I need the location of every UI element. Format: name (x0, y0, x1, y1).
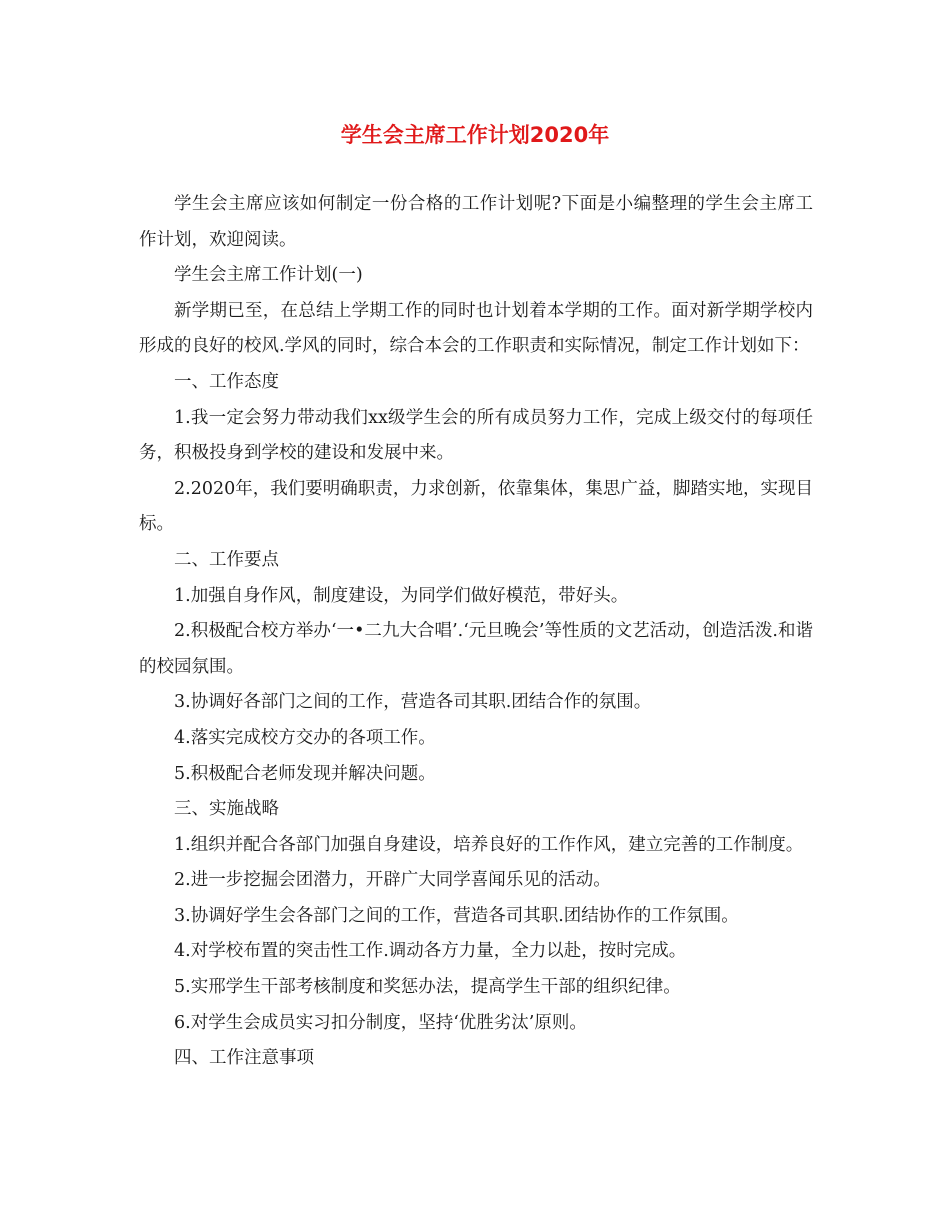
list-item: 1.加强自身作风，制度建设，为同学们做好模范，带好头。 (174, 585, 629, 606)
list-item: 5.实邢学生干部考核制度和奖惩办法，提高学生干部的组织纪律。 (174, 977, 681, 998)
list-item: 3.协调好各部门之间的工作，营造各司其职.团结合作的氛围。 (174, 692, 652, 713)
document-title: 学生会主席工作计划2020年 (340, 123, 610, 147)
document-body (139, 187, 813, 1077)
section-heading-strategy: 三、实施战略 (174, 799, 279, 820)
list-item: 5.积极配合老师发现并解决问题。 (174, 763, 436, 784)
section-heading-attitude: 一、工作态度 (174, 371, 279, 392)
list-item: 4.落实完成校方交办的各项工作。 (174, 727, 436, 748)
list-item: 3.协调好学生会各部门之间的工作，营造各司其职.团结协作的工作氛围。 (174, 905, 739, 926)
list-item: 2.2020年，我们要明确职责，力求创新，依靠集体，集思广益，脚踏实地，实现目标。 (139, 478, 813, 535)
plan-subtitle: 学生会主席工作计划(一) (174, 265, 363, 286)
list-item: 4.对学校布置的突击性工作.调动各方力量，全力以赴，按时完成。 (174, 941, 687, 962)
section-heading-notes: 四、工作注意事项 (174, 1048, 314, 1069)
list-item: 2.进一步挖掘会团潜力，开辟广大同学喜闻乐见的活动。 (174, 870, 611, 891)
list-item: 1.组织并配合各部门加强自身建设，培养良好的工作作风，建立完善的工作制度。 (174, 834, 804, 855)
preface-paragraph: 新学期已至，在总结上学期工作的同时也计划着本学期的工作。面对新学期学校内形成的良好的校风.学风的同时，综合本会的工作职责和实际情况，制定工作计划如下： (139, 300, 813, 357)
list-item: 2.积极配合校方举办‘一•二九大合唱’.‘元旦晚会’等性质的文艺活动，创造活泼.和谐的校园氛围。 (139, 621, 813, 677)
list-item: 1.我一定会努力带动我们xx级学生会的所有成员努力工作，完成上级交付的每项任务，积极投身到学校的建设和发展中来。 (139, 407, 813, 464)
list-item: 6.对学生会成员实习扣分制度，坚持‘优胜劣汰’原则。 (174, 1012, 587, 1033)
section-heading-key-points: 二、工作要点 (174, 549, 279, 570)
intro-paragraph: 学生会主席应该如何制定一份合格的工作计划呢?下面是小编整理的学生会主席工作计划，欢迎阅读。 (139, 194, 813, 250)
